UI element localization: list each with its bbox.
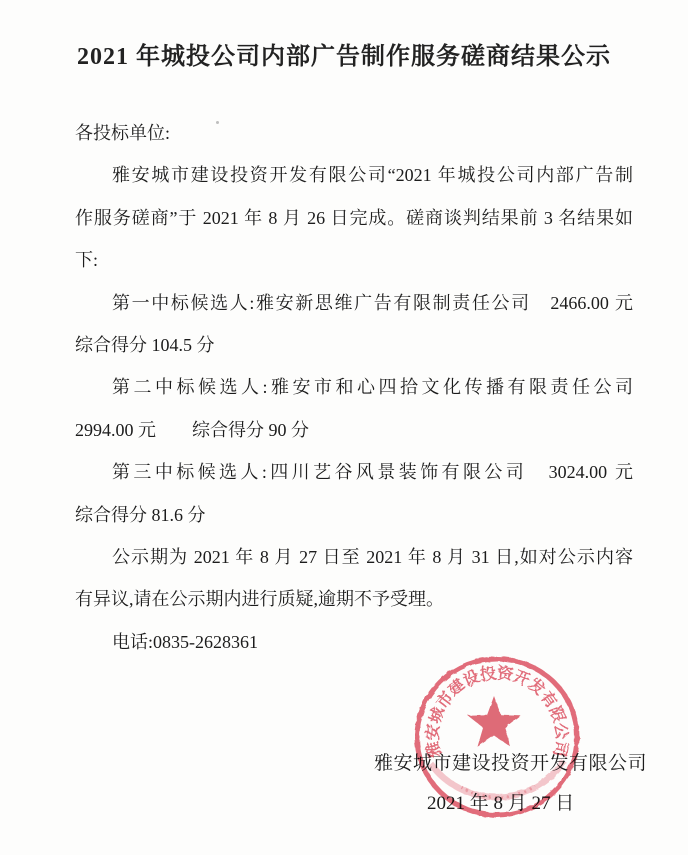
body-line: 2994.00 元 综合得分 90 分 — [75, 419, 309, 440]
body-line: 第三中标候选人:四川艺谷风景装饰有限公司 3024.00 元 — [112, 462, 633, 483]
body-line: 各投标单位: — [75, 123, 171, 143]
seal-arc-text-path: 雅安城市建设投资开发有限公司 — [424, 664, 570, 759]
body-line: 下: — [75, 250, 99, 271]
body-line: 公示期为 2021 年 8 月 27 日至 2021 年 8 月 31 日,如对公示内容 — [112, 546, 633, 567]
document-title: 2021 年城投公司内部广告制作服务磋商结果公示 — [77, 44, 611, 70]
body-line: 第一中标候选人:雅安新思维广告有限制责任公司 2466.00 元 — [112, 292, 633, 313]
signature-date: 2021 年 8 月 27 日 — [427, 793, 575, 814]
body-line: 有异议,请在公示期内进行质疑,逾期不予受理。 — [75, 589, 444, 610]
seal-smudge-arc — [431, 761, 564, 797]
star-icon — [467, 696, 520, 747]
document-body — [75, 112, 633, 663]
body-line: 第二中标候选人:雅安市和心四拾文化传播有限责任公司 — [112, 377, 633, 398]
body-line: 雅安城市建设投资开发有限公司“2021 年城投公司内部广告制 — [112, 165, 633, 186]
body-line: 综合得分 104.5 分 — [75, 334, 215, 355]
body-line: 作服务磋商”于 2021 年 8 月 26 日完成。磋商谈判结果前 3 名结果如 — [75, 207, 633, 228]
signature-company-name: 雅安城市建设投资开发有限公司 — [374, 753, 648, 774]
body-line: 电话:0835-2628361 — [112, 631, 258, 652]
body-line: 综合得分 81.6 分 — [75, 504, 206, 525]
company-seal-stamp — [409, 649, 585, 825]
